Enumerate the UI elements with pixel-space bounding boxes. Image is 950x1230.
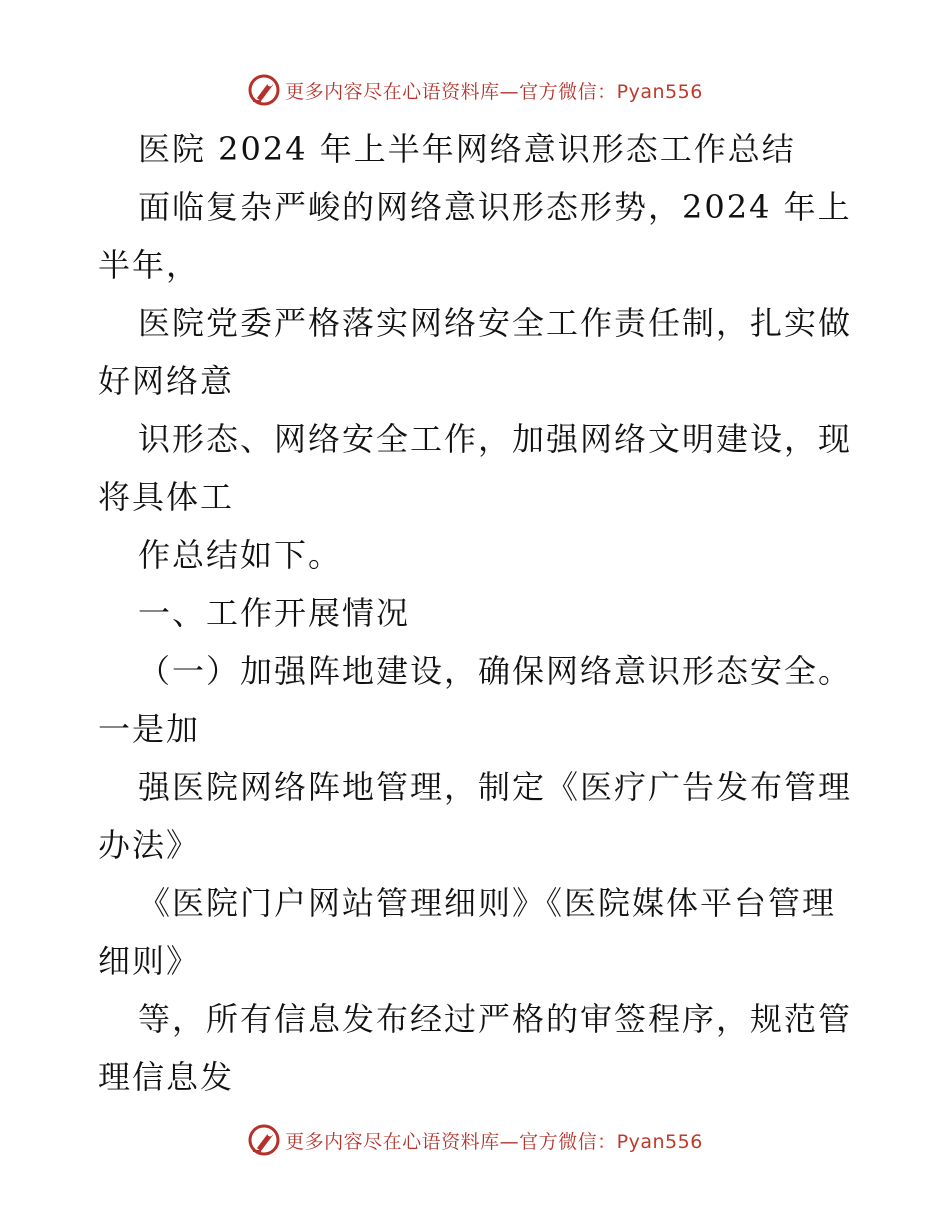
document-line: 半年， — [98, 246, 201, 284]
document-line: 面临复杂严峻的网络意识形态形势，2024 年上 — [138, 188, 852, 226]
document-line: 等，所有信息发布经过严格的审签程序，规范管 — [138, 1000, 853, 1038]
document-line: 《医院门户网站管理细则》《医院媒体平台管理 — [138, 884, 837, 922]
document-line: 一是加 — [98, 710, 201, 748]
watermark-banner-top — [0, 68, 950, 112]
document-line: 将具体工 — [98, 478, 235, 516]
document-line: 医院党委严格落实网络安全工作责任制，扎实做 — [138, 304, 853, 342]
document-line: 好网络意 — [98, 362, 235, 400]
document-line: 识形态、网络安全工作，加强网络文明建设，现 — [138, 420, 853, 458]
document-line: （一）加强阵地建设，确保网络意识形态安全。 — [138, 652, 853, 690]
document-line: 医院 2024 年上半年网络意识形态工作总结 — [138, 130, 796, 168]
document-line: 细则》 — [98, 942, 201, 980]
document-body — [98, 120, 858, 1106]
watermark-text: 更多内容尽在心语资料库—官方微信：Pyan556 — [285, 1130, 703, 1153]
document-line: 强医院网络阵地管理，制定《医疗广告发布管理 — [138, 768, 853, 806]
document-line: 理信息发 — [98, 1058, 235, 1096]
pen-logo-icon — [247, 73, 281, 107]
watermark-banner-bottom — [0, 1118, 950, 1162]
document-line: 一、工作开展情况 — [138, 594, 411, 632]
watermark-text: 更多内容尽在心语资料库—官方微信：Pyan556 — [285, 80, 703, 103]
document-line: 作总结如下。 — [138, 536, 343, 574]
pen-logo-icon — [247, 1123, 281, 1157]
document-line: 办法》 — [98, 826, 201, 864]
